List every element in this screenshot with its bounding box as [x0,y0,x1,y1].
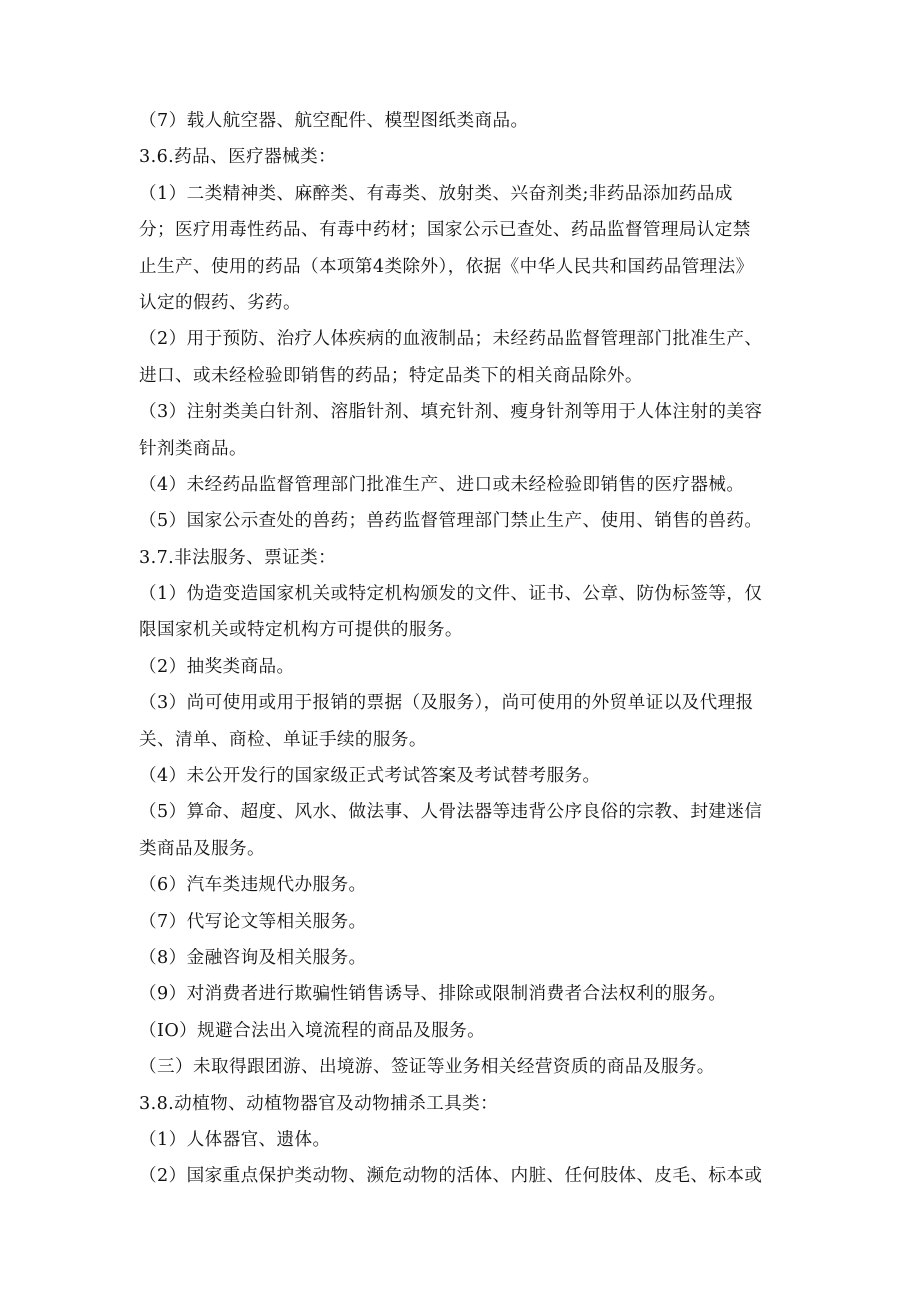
text-line: （4）未公开发行的国家级正式考试答案及考试替考服务。 [139,766,601,787]
text-line: （2）国家重点保护类动物、濒危动物的活体、内脏、任何肢体、皮毛、标本或 [139,1166,763,1187]
text-line: （IO）规避合法出入境流程的商品及服务。 [139,1020,486,1041]
text-line: （5）国家公示查处的兽药；兽药监督管理部门禁止生产、使用、销售的兽药。 [139,511,763,532]
text-line: 针剂类商品。 [139,438,247,459]
text-line: 进口、或未经检验即销售的药品；特定品类下的相关商品除外。 [139,365,643,386]
text-line: 关、清单、商检、单证手续的服务。 [139,729,427,750]
text-line: 类商品及服务。 [139,838,265,859]
text-line: （3）尚可使用或用于报销的票据（及服务），尚可使用的外贸单证以及代理报 [139,693,754,714]
text-line: （7）代写论文等相关服务。 [139,911,367,932]
text-line: （3）注射类美白针剂、溶脂针剂、填充针剂、瘦身针剂等用于人体注射的美容 [139,402,763,423]
text-line: （8）金融咨询及相关服务。 [139,947,367,968]
text-line: （6）汽车类违规代办服务。 [139,875,367,896]
text-line: 认定的假药、劣药。 [139,292,301,313]
text-line: 限国家机关或特定机构方可提供的服务。 [139,620,463,641]
text-line: （2）抽奖类商品。 [139,656,295,677]
text-line: （1）伪造变造国家机关或特定机构颁发的文件、证书、公章、防伪标签等，仅 [139,584,763,605]
text-line: （5）算命、超度、风水、做法事、人骨法器等违背公序良俗的宗教、封建迷信 [139,802,763,823]
text-line: （2）用于预防、治疗人体疾病的血液制品；未经药品监督管理部门批准生产、 [139,329,763,350]
text-line: （1）人体器官、遗体。 [139,1129,331,1150]
text-line: （9）对消费者进行欺骗性销售诱导、排除或限制消费者合法权利的服务。 [139,984,727,1005]
text-line: （4）未经药品监督管理部门批准生产、进口或未经检验即销售的医疗器械。 [139,474,745,495]
text-line: 分；医疗用毒性药品、有毒中药材；国家公示已查处、药品监督管理局认定禁 [139,220,751,241]
section-heading: 3.6.药品、医疗器械类： [139,147,337,168]
text-line: 止生产、使用的药品（本项第4类除外），依据《中华人民共和国药品管理法》 [139,256,754,277]
text-line: （7）载人航空器、航空配件、模型图纸类商品。 [139,111,529,131]
document-body [139,103,789,1195]
section-heading: 3.7.非法服务、票证类： [139,547,337,568]
text-line: （三）未取得跟团游、出境游、签证等业务相关经营资质的商品及服务。 [139,1057,715,1078]
text-line: （1）二类精神类、麻醉类、有毒类、放射类、兴奋剂类;非药品添加药品成 [139,183,733,204]
section-heading: 3.8.动植物、动植物器官及动物捕杀工具类： [139,1093,499,1114]
